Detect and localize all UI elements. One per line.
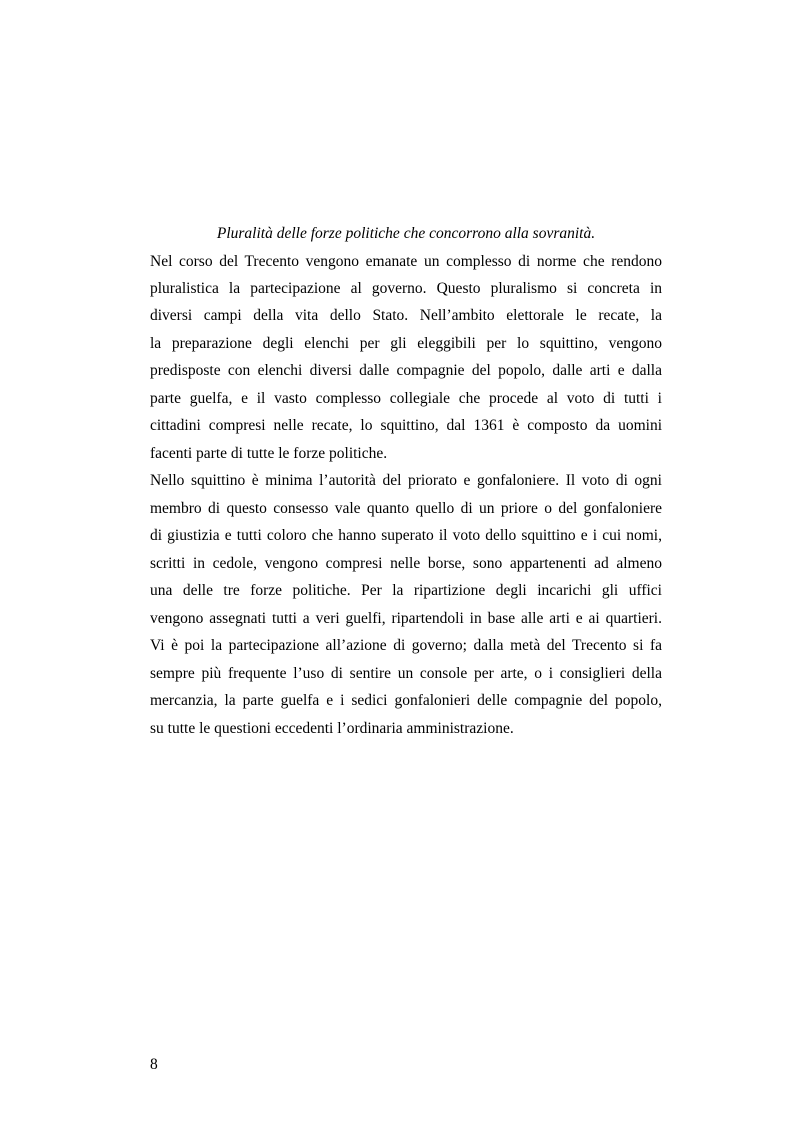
text-line: parte guelfa, e il vasto complesso collegiale che procede al voto di tutti i xyxy=(150,390,662,407)
text-line: membro di questo consesso vale quanto quello di un priore o del gonfaloniere xyxy=(150,500,662,517)
page-number: 8 xyxy=(150,1056,158,1073)
text-line: mercanzia, la parte guelfa e i sedici gonfalonieri delle compagnie del popolo, xyxy=(150,692,662,709)
text-line: Nello squittino è minima l’autorità del priorato e gonfaloniere. Il voto di ogni xyxy=(150,472,662,489)
text-line: diversi campi della vita dello Stato. Nell’ambito elettorale le recate, la xyxy=(150,307,662,324)
text-line: facenti parte di tutte le forze politiche. xyxy=(150,445,388,462)
text-line: vengono assegnati tutti a veri guelfi, ripartendoli in base alle arti e ai quartieri. xyxy=(150,610,662,627)
text-line: scritti in cedole, vengono compresi nelle borse, sono appartenenti ad almeno xyxy=(150,555,662,572)
text-line: sempre più frequente l’uso di sentire un console per arte, o i consiglieri della xyxy=(150,665,662,682)
section-heading: Pluralità delle forze politiche che concorrono alla sovranità. xyxy=(216,225,596,242)
text-line: la preparazione degli elenchi per gli eleggibili per lo squittino, vengono xyxy=(150,335,662,352)
text-line: una delle tre forze politiche. Per la ripartizione degli incarichi gli uffici xyxy=(150,582,662,599)
text-line: su tutte le questioni eccedenti l’ordinaria amministrazione. xyxy=(150,720,514,737)
text-line: pluralistica la partecipazione al governo. Questo pluralismo si concreta in xyxy=(150,280,662,297)
text-line: Vi è poi la partecipazione all’azione di governo; dalla metà del Trecento si fa xyxy=(150,637,662,654)
text-line: predisposte con elenchi diversi dalle compagnie del popolo, dalle arti e dalla xyxy=(150,362,662,379)
text-line: di giustizia e tutti coloro che hanno superato il voto dello squittino e i cui nomi, xyxy=(150,527,662,544)
text-line: cittadini compresi nelle recate, lo squittino, dal 1361 è composto da uomini xyxy=(150,417,662,434)
text-line: Nel corso del Trecento vengono emanate un complesso di norme che rendono xyxy=(150,253,662,270)
